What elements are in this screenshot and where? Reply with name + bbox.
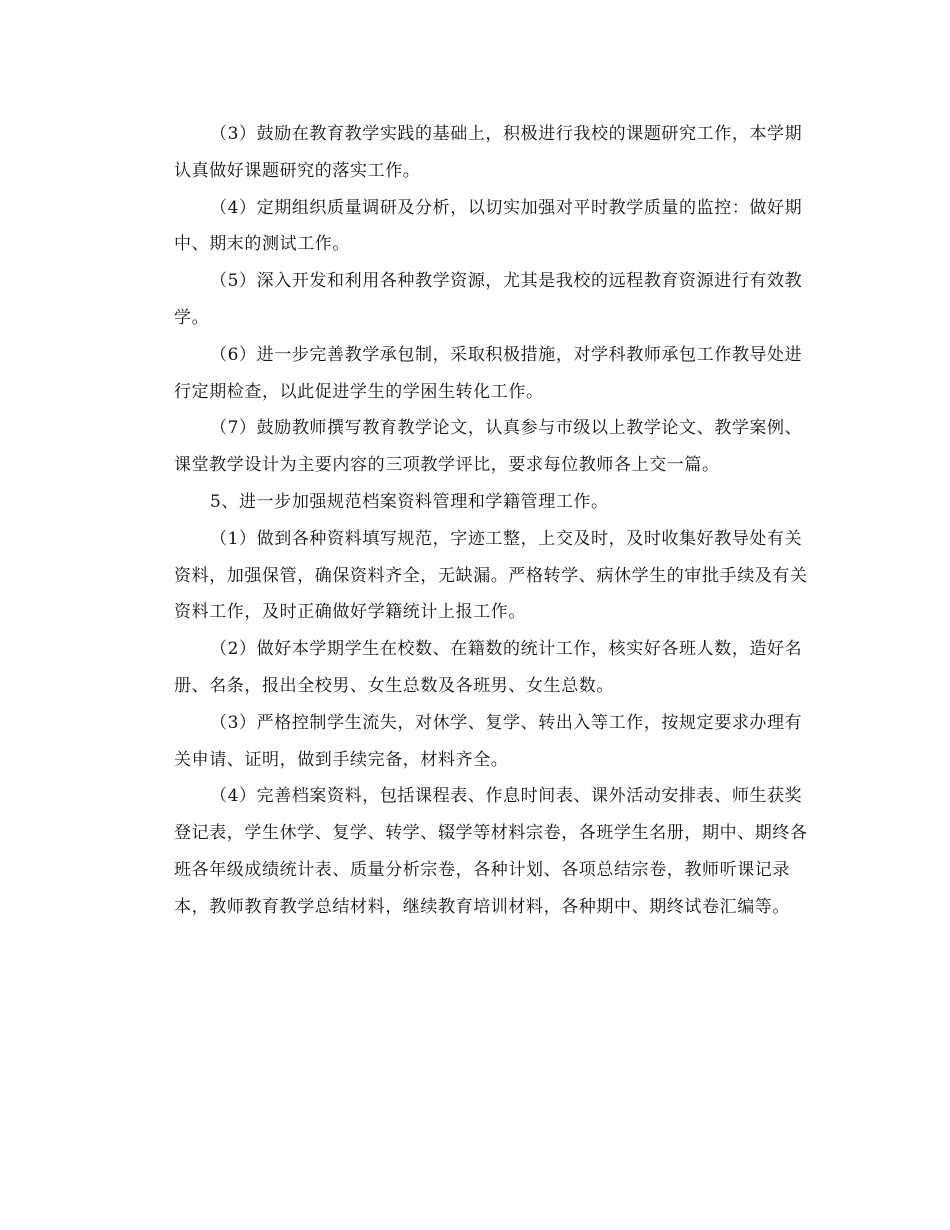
paragraph-item-2: [138, 631, 814, 705]
paragraph-line: （3）鼓励在教育教学实践的基础上，积极进行我校的课题研究工作，本学期: [210, 124, 803, 144]
paragraph-item-3: [138, 116, 814, 190]
paragraph-line: （2）做好本学期学生在校数、在籍数的统计工作，核实好各班人数，造好名: [210, 639, 803, 660]
heading-line: 5、进一步加强规范档案资料管理和学籍管理工作。: [210, 491, 609, 512]
paragraph-line: 资料工作，及时正确做好学籍统计上报工作。: [174, 602, 526, 623]
paragraph-line: 册、名条，报出全校男、女生总数及各班男、女生总数。: [174, 675, 614, 696]
paragraph-line: （3）严格控制学生流失，对休学、复学、转出入等工作，按规定要求办理有: [210, 712, 803, 733]
document-body: [138, 116, 814, 926]
paragraph-line: 本，教师教育教学总结材料，继续教育培训材料，各种期中、期终试卷汇编等。: [174, 896, 790, 917]
section-heading-5: [138, 484, 814, 521]
paragraph-line: （5）深入开发和利用各种教学资源，尤其是我校的远程教育资源进行有效教: [210, 271, 803, 292]
paragraph-line: （1）做到各种资料填写规范，字迹工整，上交及时，及时收集好教导处有关: [210, 528, 803, 549]
paragraph-line: 登记表，学生休学、复学、转学、辍学等材料宗卷，各班学生名册，期中、期终各: [174, 823, 808, 844]
paragraph-line: 学。: [174, 307, 210, 328]
paragraph-line: （6）进一步完善教学承包制，采取积极措施，对学科教师承包工作教导处进: [210, 344, 803, 365]
paragraph-line: 行定期检查，以此促进学生的学困生转化工作。: [174, 381, 544, 402]
paragraph-item-3b: [138, 705, 814, 779]
paragraph-line: （4）定期组织质量调研及分析，以切实加强对平时教学质量的监控：做好期: [210, 197, 803, 218]
paragraph-line: 资料，加强保管，确保资料齐全，无缺漏。严格转学、病休学生的审批手续及有关: [174, 565, 808, 586]
paragraph-line: 认真做好课题研究的落实工作。: [174, 160, 421, 181]
paragraph-item-7: [138, 410, 814, 484]
paragraph-line: 课堂教学设计为主要内容的三项教学评比，要求每位教师各上交一篇。: [174, 455, 720, 476]
paragraph-line: 班各年级成绩统计表、质量分析宗卷，各种计划、各项总结宗卷，教师听课记录: [174, 859, 790, 880]
paragraph-item-1: [138, 521, 814, 631]
paragraph-item-5: [138, 263, 814, 337]
paragraph-line: （7）鼓励教师撰写教育教学论文，认真参与市级以上教学论文、教学案例、: [210, 418, 803, 439]
paragraph-line: 中、期末的测试工作。: [174, 234, 350, 255]
paragraph-item-4b: [138, 778, 814, 925]
paragraph-item-4: [138, 190, 814, 264]
paragraph-item-6: [138, 337, 814, 411]
paragraph-line: （4）完善档案资料，包括课程表、作息时间表、课外活动安排表、师生获奖: [210, 786, 803, 807]
paragraph-line: 关申请、证明，做到手续完备，材料齐全。: [174, 749, 509, 770]
